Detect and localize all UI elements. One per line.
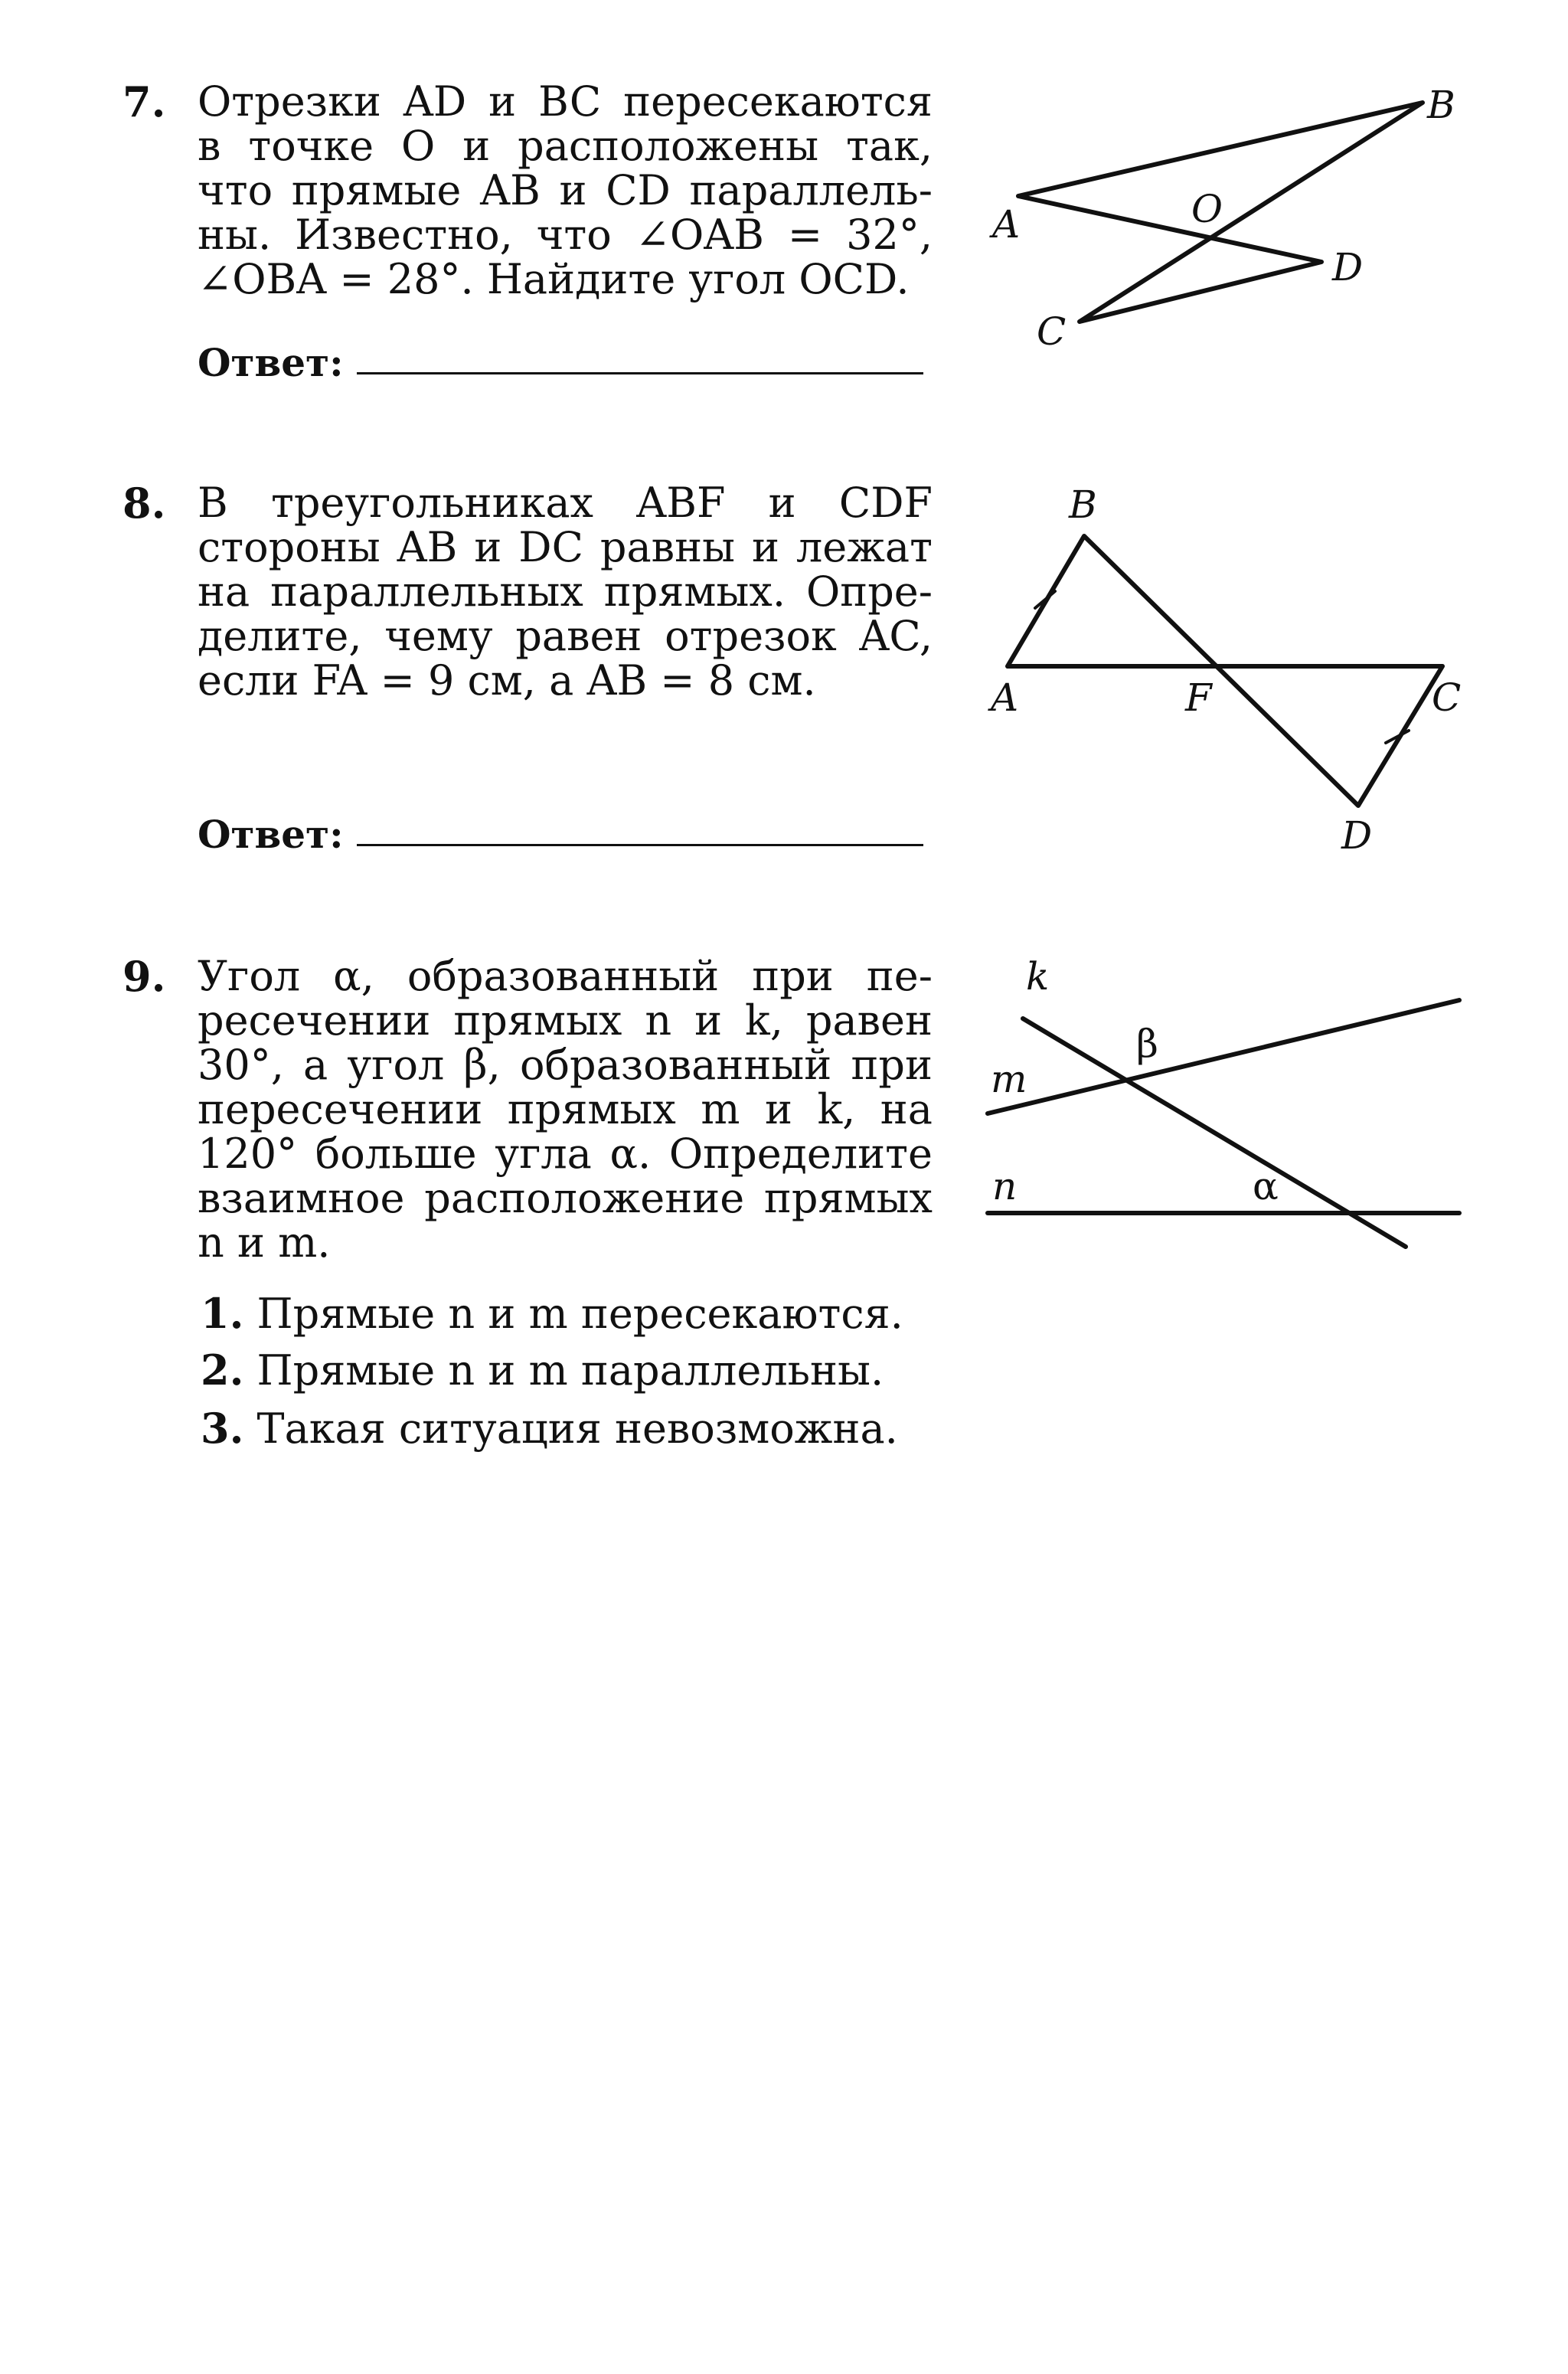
problem-7-line: ∠OBA = 28°. Найдите угол OCD. <box>198 255 910 303</box>
line-m <box>988 1000 1459 1113</box>
label-beta: β <box>1136 1022 1158 1066</box>
problem-7-answer-label: Ответ: <box>198 340 344 385</box>
problem-8-line: В треугольниках ABF и CDF <box>198 479 933 527</box>
problem-7-number: 7. <box>122 77 166 126</box>
figure-7 <box>989 83 1455 354</box>
problem-7-line: Отрезки AD и BC пересекаются <box>198 77 933 126</box>
label-B: B <box>1069 482 1097 527</box>
label-C: C <box>1037 309 1067 354</box>
problem-8-number: 8. <box>122 479 166 528</box>
option-text: Такая ситуация невозможна. <box>256 1404 898 1453</box>
label-C: C <box>1432 675 1462 720</box>
label-n: n <box>992 1164 1018 1208</box>
problem-9-line: взаимное расположение прямых <box>198 1174 933 1222</box>
problem-9-line: 120° больше угла α. Определите <box>198 1130 933 1178</box>
label-m: m <box>991 1057 1027 1101</box>
figure-8 <box>988 482 1461 858</box>
problem-9-line: пересечении прямых m и k, на <box>198 1085 933 1133</box>
problem-8-line: если FA = 9 см, а AB = 8 см. <box>198 656 816 705</box>
option-number: 2. <box>201 1346 244 1395</box>
option-number: 3. <box>201 1404 244 1453</box>
label-O: O <box>1191 187 1223 231</box>
problem-7-line: что прямые AB и CD параллель- <box>198 166 933 214</box>
problem-9-number: 9. <box>122 952 166 1001</box>
label-k: k <box>1026 954 1050 999</box>
label-B: B <box>1427 83 1455 127</box>
figure-9 <box>988 954 1459 1247</box>
option-number: 1. <box>201 1289 244 1338</box>
label-D: D <box>1341 813 1373 858</box>
label-F: F <box>1185 675 1212 720</box>
option-text: Прямые n и m параллельны. <box>256 1346 884 1395</box>
problem-9-line: ресечении прямых n и k, равен <box>198 996 933 1045</box>
label-D: D <box>1332 245 1364 289</box>
problem-9-line: n и m. <box>198 1218 331 1267</box>
problem-7-line: ны. Известно, что ∠OAB = 32°, <box>198 211 933 259</box>
label-alpha: α <box>1253 1164 1279 1208</box>
problem-8-line: стороны AB и DC равны и лежат <box>198 523 933 571</box>
problem-7-line: в точке O и расположены так, <box>198 122 933 170</box>
option-text: Прямые n и m пересекаются. <box>256 1290 903 1338</box>
label-A: A <box>991 675 1019 720</box>
figure-8-segments <box>1008 536 1442 806</box>
problem-8-line: делите, чему равен отрезок AC, <box>198 612 933 660</box>
problem-8-answer-label: Ответ: <box>198 812 344 857</box>
problem-9-line: Угол α, образованный при пе- <box>198 952 933 1000</box>
problem-8-line: на параллельных прямых. Опре- <box>198 567 933 616</box>
label-A: A <box>992 202 1021 247</box>
problem-9-line: 30°, а угол β, образованный при <box>198 1041 933 1089</box>
